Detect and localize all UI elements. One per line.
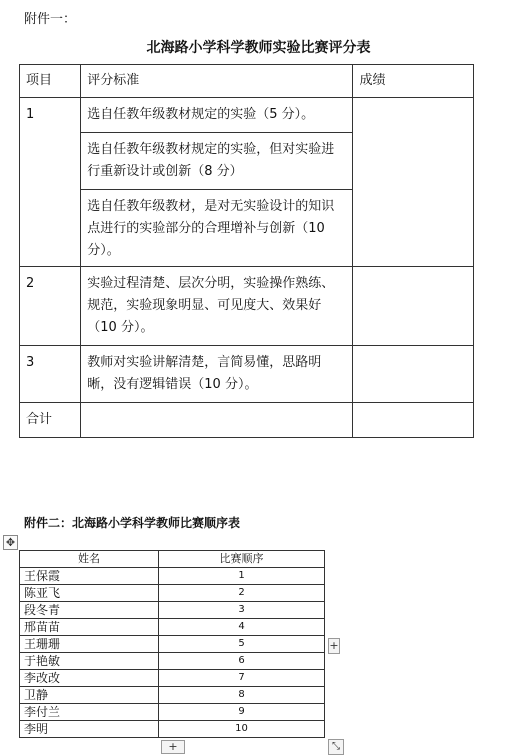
order-name-cell[interactable]: 于艳敏 <box>20 653 159 670</box>
order-number-cell[interactable]: 6 <box>159 653 325 670</box>
item-index: 1 <box>20 98 81 267</box>
order-row <box>20 653 325 670</box>
attachment-2-label: 附件二：北海路小学科学教师比赛顺序表 <box>24 516 241 530</box>
header-score: 成绩 <box>353 65 474 98</box>
score-row <box>20 98 474 133</box>
order-name-cell[interactable]: 段冬青 <box>20 602 159 619</box>
attachment-1-label: 附件一： <box>24 12 77 27</box>
order-number-cell[interactable]: 3 <box>159 602 325 619</box>
order-name-cell[interactable]: 陈亚飞 <box>20 585 159 602</box>
score-cell[interactable] <box>353 346 474 403</box>
total-criteria-cell[interactable] <box>81 403 353 438</box>
add-column-icon[interactable]: + <box>329 639 339 652</box>
criteria-cell[interactable]: 选自任教年级教材规定的实验（5 分）。 <box>81 98 353 133</box>
total-score-cell[interactable] <box>353 403 474 438</box>
order-name-cell[interactable]: 王珊珊 <box>20 636 159 653</box>
score-cell[interactable] <box>353 267 474 346</box>
order-table-header-row <box>20 551 325 568</box>
criteria-cell[interactable]: 实验过程清楚、层次分明，实验操作熟练、规范，实验现象明显、可见度大、效果好（10 分）。 <box>81 267 353 346</box>
order-number-cell[interactable]: 10 <box>159 721 325 738</box>
order-name-cell[interactable]: 李改改 <box>20 670 159 687</box>
order-table <box>19 550 325 738</box>
order-row <box>20 585 325 602</box>
order-number-cell[interactable]: 8 <box>159 687 325 704</box>
score-table-title: 北海路小学科学教师实验比赛评分表 <box>146 40 371 56</box>
total-label: 合计 <box>20 403 81 438</box>
order-row <box>20 636 325 653</box>
order-row <box>20 602 325 619</box>
header-name: 姓名 <box>20 551 159 568</box>
order-row <box>20 704 325 721</box>
plus-icon[interactable]: + <box>161 740 185 754</box>
score-row <box>20 267 474 346</box>
criteria-cell[interactable]: 教师对实验讲解清楚，言简易懂，思路明晰，没有逻辑错误（10 分）。 <box>81 346 353 403</box>
order-name-cell[interactable]: 卫静 <box>20 687 159 704</box>
move-handle-icon[interactable]: ✥ <box>3 535 18 550</box>
score-table-header-row <box>20 65 474 98</box>
order-row <box>20 687 325 704</box>
header-order: 比赛顺序 <box>159 551 325 568</box>
order-number-cell[interactable]: 1 <box>159 568 325 585</box>
order-name-cell[interactable]: 王保霞 <box>20 568 159 585</box>
resize-handle-icon[interactable]: ⤡ <box>328 739 344 755</box>
order-number-cell[interactable]: 5 <box>159 636 325 653</box>
header-criteria: 评分标准 <box>81 65 353 98</box>
item-index: 3 <box>20 346 81 403</box>
order-name-cell[interactable]: 邢苗苗 <box>20 619 159 636</box>
order-name-cell[interactable]: 李明 <box>20 721 159 738</box>
order-row <box>20 670 325 687</box>
item-index: 2 <box>20 267 81 346</box>
order-name-cell[interactable]: 李付兰 <box>20 704 159 721</box>
order-number-cell[interactable]: 7 <box>159 670 325 687</box>
score-row <box>20 346 474 403</box>
total-row <box>20 403 474 438</box>
order-number-cell[interactable]: 2 <box>159 585 325 602</box>
score-table <box>19 64 474 438</box>
order-row <box>20 619 325 636</box>
criteria-cell[interactable]: 选自任教年级教材规定的实验，但对实验进行重新设计或创新（8 分） <box>81 133 353 190</box>
criteria-cell[interactable]: 选自任教年级教材，是对无实验设计的知识点进行的实验部分的合理增补与创新（10 分）。 <box>81 190 353 267</box>
order-number-cell[interactable]: 4 <box>159 619 325 636</box>
order-number-cell[interactable]: 9 <box>159 704 325 721</box>
order-row <box>20 721 325 738</box>
header-item: 项目 <box>20 65 81 98</box>
order-row <box>20 568 325 585</box>
score-cell[interactable] <box>353 98 474 267</box>
